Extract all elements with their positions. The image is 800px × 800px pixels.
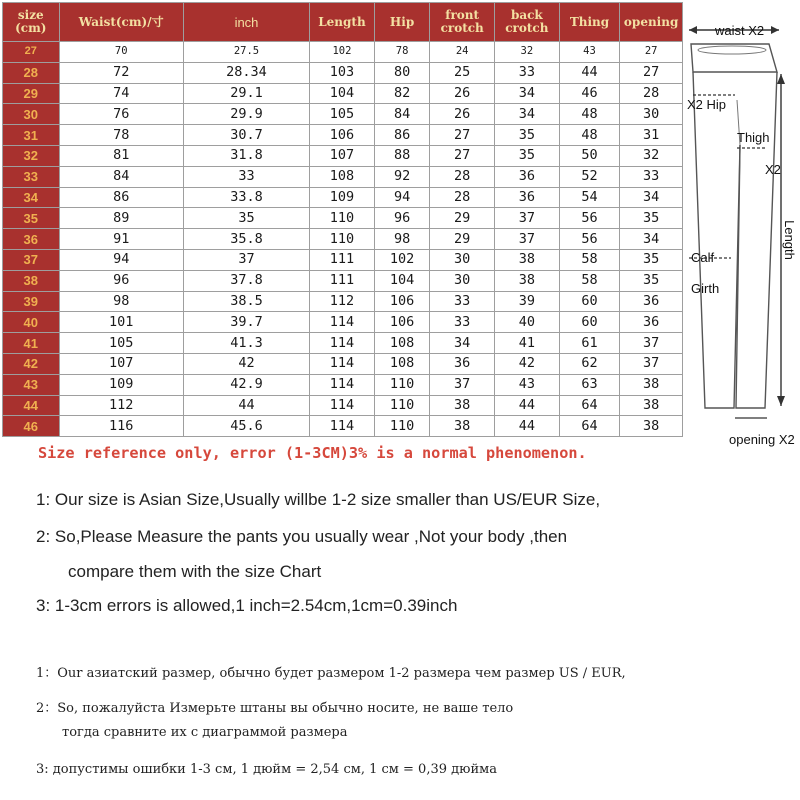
header-back-crotch: [495, 3, 560, 42]
size-cell: 38: [3, 270, 60, 291]
length-cell: 109: [310, 187, 375, 208]
front-crotch-cell: 28: [430, 187, 495, 208]
opening-cell: 34: [620, 229, 683, 250]
inch-cell: 42.9: [183, 374, 309, 395]
opening-cell: 36: [620, 291, 683, 312]
size-cell: 40: [3, 312, 60, 333]
back-crotch-cell: 35: [495, 125, 560, 146]
length-cell: 111: [310, 270, 375, 291]
hip-cell: 82: [374, 83, 430, 104]
table-row: [3, 291, 683, 312]
thing-cell: 58: [559, 249, 620, 270]
waist-cell: 109: [59, 374, 183, 395]
size-cell: 27: [3, 42, 60, 63]
hip-cell: 88: [374, 145, 430, 166]
thing-cell: 48: [559, 104, 620, 125]
back-crotch-cell: 40: [495, 312, 560, 333]
header-opening: opening: [620, 3, 683, 42]
front-crotch-cell: 27: [430, 125, 495, 146]
front-crotch-cell: 30: [430, 249, 495, 270]
size-cell: 42: [3, 353, 60, 374]
opening-cell: 38: [620, 374, 683, 395]
waist-cell: 84: [59, 166, 183, 187]
thing-cell: 64: [559, 395, 620, 416]
table-row: [3, 145, 683, 166]
note-ru-2: 2：So, пожалуйста Измерьте штаны вы обычно носите, не ваше тело: [36, 701, 514, 716]
pants-measurement-diagram: [685, 0, 800, 470]
opening-cell: 37: [620, 353, 683, 374]
length-cell: 114: [310, 333, 375, 354]
thing-cell: 48: [559, 125, 620, 146]
back-crotch-cell: 37: [495, 208, 560, 229]
waist-cell: 116: [59, 416, 183, 437]
front-crotch-cell: 36: [430, 353, 495, 374]
front-crotch-cell: 38: [430, 395, 495, 416]
back-crotch-cell: 36: [495, 166, 560, 187]
front-crotch-cell: 30: [430, 270, 495, 291]
inch-cell: 37: [183, 249, 309, 270]
back-crotch-cell: 42: [495, 353, 560, 374]
opening-cell: 33: [620, 166, 683, 187]
length-arrow-top: [777, 74, 785, 84]
header-hip: Hip: [374, 3, 430, 42]
thing-cell: 46: [559, 83, 620, 104]
table-row: [3, 270, 683, 291]
inch-cell: 30.7: [183, 125, 309, 146]
label-waist: waist X2: [715, 23, 765, 38]
label-calf: Calf: [691, 250, 715, 265]
header-back-crotch-line2: crotch: [505, 21, 549, 35]
table-row: [3, 333, 683, 354]
inch-cell: 29.1: [183, 83, 309, 104]
thing-cell: 62: [559, 353, 620, 374]
hip-cell: 108: [374, 333, 430, 354]
table-row: [3, 249, 683, 270]
opening-cell: 38: [620, 416, 683, 437]
back-crotch-cell: 41: [495, 333, 560, 354]
opening-cell: 31: [620, 125, 683, 146]
header-size-line1: size: [17, 8, 44, 22]
size-cell: 35: [3, 208, 60, 229]
waist-cell: 74: [59, 83, 183, 104]
left-leg-outline: [693, 72, 740, 408]
opening-cell: 27: [620, 62, 683, 83]
hip-cell: 108: [374, 353, 430, 374]
front-crotch-cell: 38: [430, 416, 495, 437]
opening-cell: 32: [620, 145, 683, 166]
thing-cell: 60: [559, 291, 620, 312]
note-ru-3: 3: допустимы ошибки 1-3 см, 1 дюйм = 2,54 см, 1 см = 0,39 дюйма: [36, 762, 497, 777]
right-leg-outline: [736, 72, 777, 408]
inch-cell: 27.5: [183, 42, 309, 63]
waist-cell: 70: [59, 42, 183, 63]
thing-cell: 64: [559, 416, 620, 437]
back-crotch-cell: 36: [495, 187, 560, 208]
inch-cell: 31.8: [183, 145, 309, 166]
inch-cell: 45.6: [183, 416, 309, 437]
thing-cell: 61: [559, 333, 620, 354]
note-ru-1: 1：Our азиатский размер, обычно будет размером 1-2 размера чем размер US / EUR,: [36, 666, 626, 681]
waist-cell: 96: [59, 270, 183, 291]
inch-cell: 39.7: [183, 312, 309, 333]
waist-cell: 86: [59, 187, 183, 208]
waist-cell: 101: [59, 312, 183, 333]
header-front-crotch-line2: crotch: [440, 21, 484, 35]
length-cell: 104: [310, 83, 375, 104]
front-crotch-cell: 25: [430, 62, 495, 83]
front-crotch-cell: 28: [430, 166, 495, 187]
label-thigh: Thigh: [737, 130, 770, 145]
header-size: [3, 3, 60, 42]
waist-cell: 72: [59, 62, 183, 83]
front-crotch-cell: 29: [430, 208, 495, 229]
front-crotch-cell: 26: [430, 83, 495, 104]
opening-cell: 35: [620, 270, 683, 291]
length-arrow-bottom: [777, 396, 785, 406]
waist-cell: 76: [59, 104, 183, 125]
waist-cell: 81: [59, 145, 183, 166]
waist-cell: 78: [59, 125, 183, 146]
table-row: [3, 42, 683, 63]
size-cell: 36: [3, 229, 60, 250]
size-cell: 28: [3, 62, 60, 83]
waist-cell: 112: [59, 395, 183, 416]
length-cell: 114: [310, 353, 375, 374]
back-crotch-cell: 35: [495, 145, 560, 166]
size-cell: 46: [3, 416, 60, 437]
length-cell: 103: [310, 62, 375, 83]
length-cell: 114: [310, 416, 375, 437]
opening-cell: 30: [620, 104, 683, 125]
back-crotch-cell: 34: [495, 104, 560, 125]
back-crotch-cell: 44: [495, 416, 560, 437]
hip-cell: 92: [374, 166, 430, 187]
hip-cell: 96: [374, 208, 430, 229]
inch-cell: 41.3: [183, 333, 309, 354]
table-row: [3, 166, 683, 187]
length-cell: 110: [310, 229, 375, 250]
length-cell: 106: [310, 125, 375, 146]
size-cell: 29: [3, 83, 60, 104]
size-cell: 37: [3, 249, 60, 270]
inch-cell: 28.34: [183, 62, 309, 83]
length-cell: 105: [310, 104, 375, 125]
note-en-3: 3: 1-3cm errors is allowed,1 inch=2.54cm,1cm=0.39inch: [36, 596, 458, 615]
hip-cell: 98: [374, 229, 430, 250]
table-row: [3, 125, 683, 146]
opening-cell: 37: [620, 333, 683, 354]
front-crotch-cell: 24: [430, 42, 495, 63]
opening-cell: 36: [620, 312, 683, 333]
label-girth: Girth: [691, 281, 720, 296]
note-en-1: 1: Our size is Asian Size,Usually willbe 1-2 size smaller than US/EUR Size,: [36, 490, 601, 509]
table-row: [3, 104, 683, 125]
front-crotch-cell: 33: [430, 291, 495, 312]
length-cell: 111: [310, 249, 375, 270]
size-chart-table: [2, 2, 683, 437]
table-row: [3, 187, 683, 208]
table-row: [3, 395, 683, 416]
opening-cell: 27: [620, 42, 683, 63]
length-cell: 102: [310, 42, 375, 63]
back-crotch-cell: 33: [495, 62, 560, 83]
header-length: Length: [310, 3, 375, 42]
inch-cell: 29.9: [183, 104, 309, 125]
thing-cell: 50: [559, 145, 620, 166]
header-thing: Thing: [559, 3, 620, 42]
thing-cell: 56: [559, 229, 620, 250]
table-row: [3, 374, 683, 395]
label-opening: opening X2: [729, 432, 795, 447]
front-crotch-cell: 26: [430, 104, 495, 125]
thing-cell: 44: [559, 62, 620, 83]
inch-cell: 42: [183, 353, 309, 374]
back-crotch-cell: 38: [495, 270, 560, 291]
label-hip: X2 Hip: [687, 97, 727, 112]
front-crotch-cell: 37: [430, 374, 495, 395]
length-cell: 114: [310, 374, 375, 395]
size-cell: 30: [3, 104, 60, 125]
waist-cell: 91: [59, 229, 183, 250]
hip-cell: 94: [374, 187, 430, 208]
waist-band-opening: [698, 46, 766, 54]
length-cell: 112: [310, 291, 375, 312]
inch-cell: 44: [183, 395, 309, 416]
size-cell: 43: [3, 374, 60, 395]
waist-cell: 107: [59, 353, 183, 374]
length-cell: 108: [310, 166, 375, 187]
back-crotch-cell: 38: [495, 249, 560, 270]
note-en-2-continued: compare them with the size Chart: [68, 562, 322, 581]
size-cell: 44: [3, 395, 60, 416]
header-front-crotch-line1: front: [445, 8, 480, 22]
opening-cell: 35: [620, 208, 683, 229]
table-row: [3, 416, 683, 437]
hip-cell: 110: [374, 374, 430, 395]
header-inch: inch: [183, 3, 309, 42]
header-waist: Waist(cm)/寸: [59, 3, 183, 42]
table-row: [3, 353, 683, 374]
inch-cell: 33: [183, 166, 309, 187]
header-size-line2: (cm): [15, 21, 47, 35]
hip-cell: 110: [374, 416, 430, 437]
waist-cell: 105: [59, 333, 183, 354]
note-ru-2-continued: тогда сравните их с диаграммой размера: [62, 725, 348, 740]
waist-cell: 98: [59, 291, 183, 312]
size-reference-note: Size reference only, error (1-3CM)3% is a normal phenomenon.: [38, 444, 587, 462]
back-crotch-cell: 34: [495, 83, 560, 104]
table-row: [3, 62, 683, 83]
table-row: [3, 312, 683, 333]
thing-cell: 54: [559, 187, 620, 208]
table-row: [3, 83, 683, 104]
size-cell: 32: [3, 145, 60, 166]
front-crotch-cell: 33: [430, 312, 495, 333]
hip-cell: 110: [374, 395, 430, 416]
header-back-crotch-line1: back: [510, 8, 543, 22]
inch-cell: 38.5: [183, 291, 309, 312]
size-cell: 41: [3, 333, 60, 354]
size-cell: 39: [3, 291, 60, 312]
table-row: [3, 229, 683, 250]
label-thigh-x2: X2: [765, 162, 781, 177]
front-crotch-cell: 34: [430, 333, 495, 354]
size-cell: 31: [3, 125, 60, 146]
note-en-2: 2: So,Please Measure the pants you usually wear ,Not your body ,then: [36, 527, 568, 546]
length-cell: 110: [310, 208, 375, 229]
inch-cell: 35: [183, 208, 309, 229]
back-crotch-cell: 44: [495, 395, 560, 416]
front-crotch-cell: 27: [430, 145, 495, 166]
length-cell: 107: [310, 145, 375, 166]
inch-cell: 33.8: [183, 187, 309, 208]
hip-cell: 106: [374, 291, 430, 312]
thing-cell: 43: [559, 42, 620, 63]
label-length: Length: [782, 220, 797, 260]
table-header-row: [3, 3, 683, 42]
waist-cell: 89: [59, 208, 183, 229]
thing-cell: 58: [559, 270, 620, 291]
size-cell: 34: [3, 187, 60, 208]
thing-cell: 63: [559, 374, 620, 395]
opening-cell: 34: [620, 187, 683, 208]
opening-cell: 28: [620, 83, 683, 104]
waist-arrow-left: [689, 26, 697, 34]
back-crotch-cell: 37: [495, 229, 560, 250]
hip-cell: 106: [374, 312, 430, 333]
inch-cell: 35.8: [183, 229, 309, 250]
header-front-crotch: [430, 3, 495, 42]
thing-cell: 60: [559, 312, 620, 333]
thing-cell: 56: [559, 208, 620, 229]
length-cell: 114: [310, 395, 375, 416]
hip-cell: 104: [374, 270, 430, 291]
hip-cell: 84: [374, 104, 430, 125]
back-crotch-cell: 39: [495, 291, 560, 312]
hip-cell: 78: [374, 42, 430, 63]
size-cell: 33: [3, 166, 60, 187]
hip-cell: 86: [374, 125, 430, 146]
opening-cell: 38: [620, 395, 683, 416]
back-crotch-cell: 32: [495, 42, 560, 63]
length-cell: 114: [310, 312, 375, 333]
hip-cell: 80: [374, 62, 430, 83]
opening-cell: 35: [620, 249, 683, 270]
waist-arrow-right: [771, 26, 779, 34]
inch-cell: 37.8: [183, 270, 309, 291]
table-row: [3, 208, 683, 229]
table-body: [3, 42, 683, 437]
back-crotch-cell: 43: [495, 374, 560, 395]
front-crotch-cell: 29: [430, 229, 495, 250]
waist-cell: 94: [59, 249, 183, 270]
thing-cell: 52: [559, 166, 620, 187]
hip-cell: 102: [374, 249, 430, 270]
